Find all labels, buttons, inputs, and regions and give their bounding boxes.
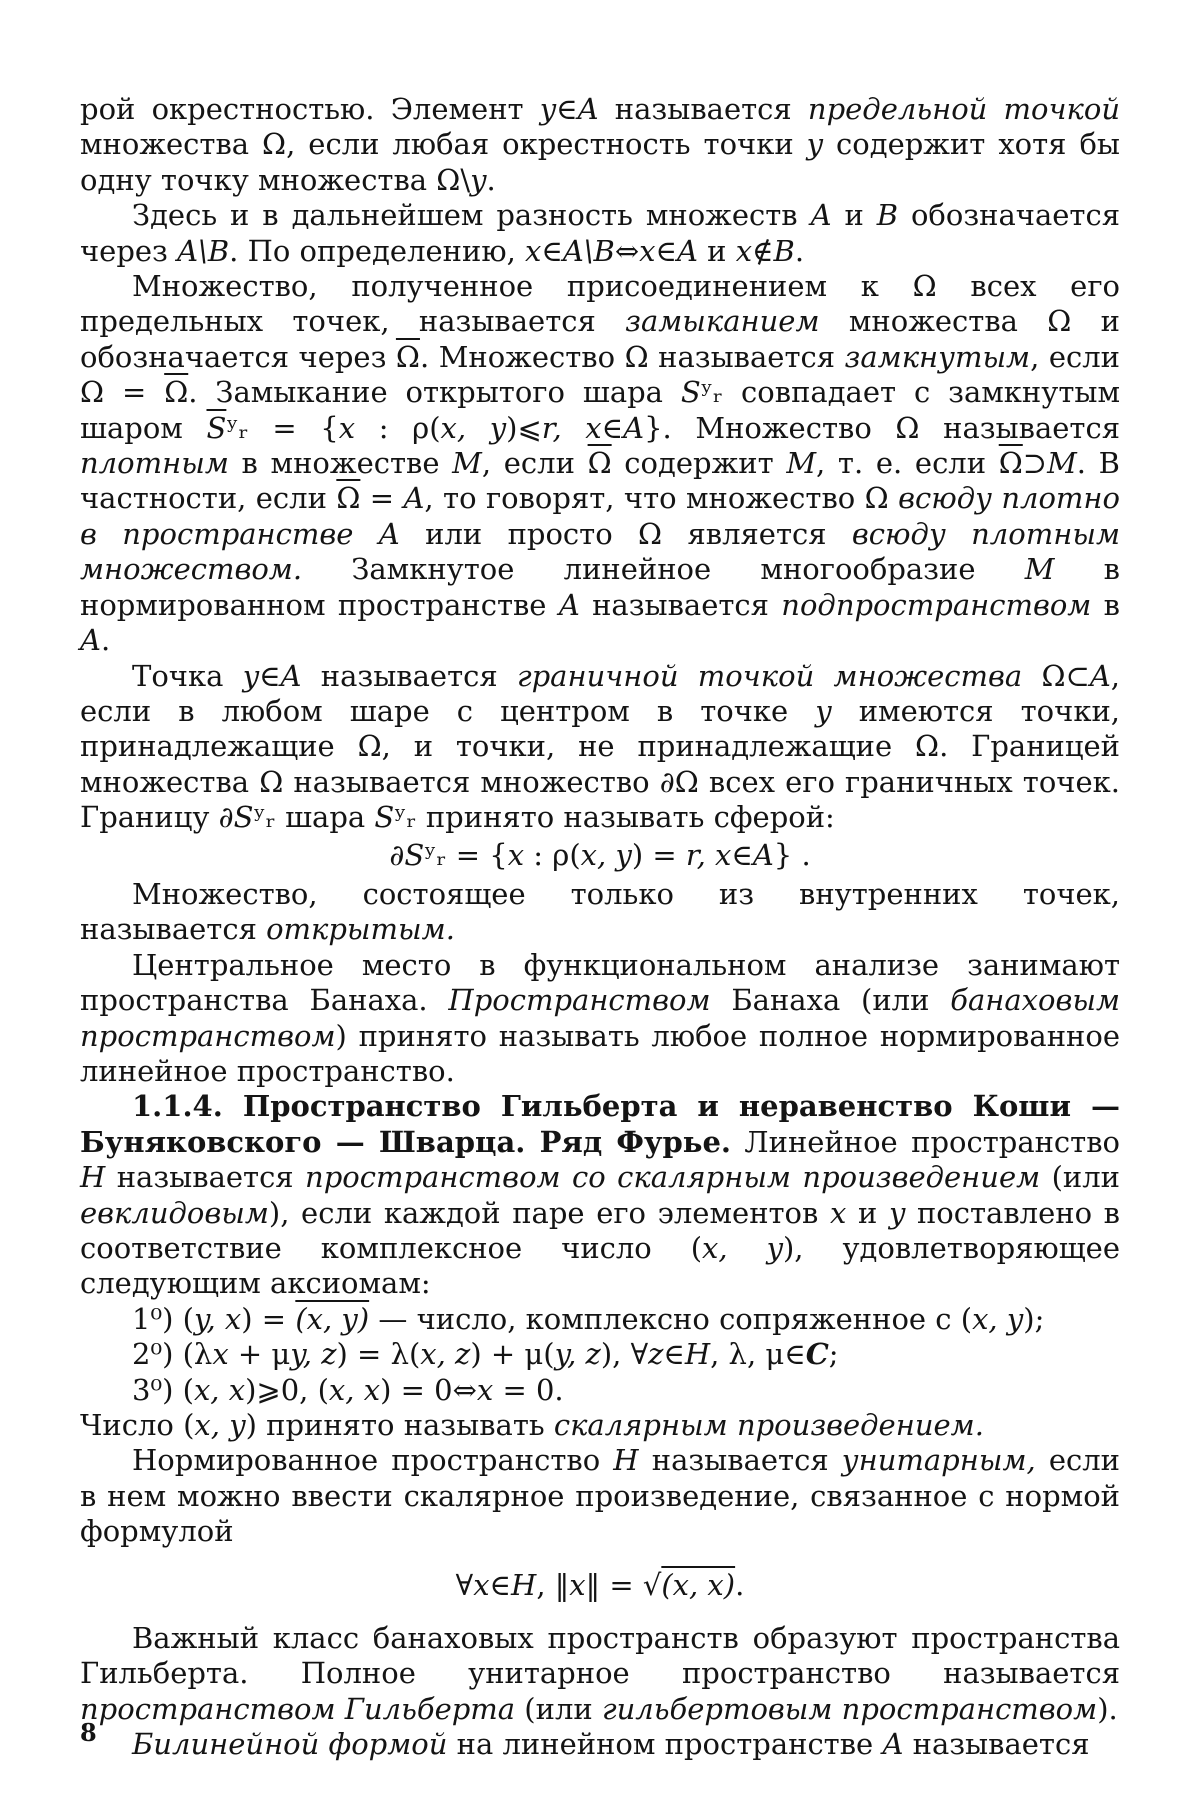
text-run: Ω⊂ — [1022, 658, 1090, 693]
formula — [80, 1568, 1120, 1603]
text-run: : ρ( — [355, 410, 441, 445]
text-run: A — [80, 623, 101, 658]
text-run: ) = — [241, 1301, 296, 1336]
text-run: (x, x) — [661, 1567, 736, 1602]
text-run: y∈A — [539, 92, 599, 126]
text-run: Центральное место в функциональном анализе занимают пространства Банаха. — [80, 947, 1120, 1018]
text-run: x, x — [193, 1372, 246, 1407]
text-run: y∈A — [242, 658, 302, 693]
paragraph — [80, 659, 1120, 836]
text-run: в — [1091, 587, 1120, 622]
text-run: x, x — [328, 1372, 381, 1407]
text-run: . — [735, 1567, 745, 1602]
text-run: и — [831, 198, 877, 233]
text-run: называется — [598, 92, 808, 126]
formula — [80, 838, 1120, 873]
text-run: $\overline{\Omega}$ — [395, 339, 420, 374]
text-run: ) = 0⇔ — [380, 1372, 477, 1407]
text-run: множества Ω, если любая окрестность точки — [80, 127, 807, 162]
text-run: y, x — [193, 1301, 242, 1336]
paragraph — [80, 877, 1120, 948]
text-run: называется — [105, 1160, 306, 1195]
text-run: C — [805, 1337, 829, 1372]
text-run: совпадает с замкнутым шаром — [80, 375, 1121, 445]
text-run: : ρ( — [524, 837, 581, 872]
text-run: ʸᵣ = { — [424, 837, 508, 872]
text-run: z∈H — [648, 1337, 711, 1372]
text-run: евклидовым — [80, 1195, 269, 1230]
text-run: подпространством — [781, 587, 1092, 622]
text-run: M — [452, 446, 482, 481]
text-run: } . — [773, 837, 811, 872]
text-run: Точка — [132, 658, 243, 693]
text-run: , т. е. если — [816, 446, 999, 481]
text-run: называется — [638, 1443, 842, 1478]
text-run: Линейное пространство — [731, 1124, 1121, 1159]
axiom-line — [80, 1302, 1120, 1337]
text-run: ‖ = √ — [585, 1567, 662, 1602]
paragraph — [80, 1089, 1120, 1301]
text-run: }. Множество Ω называется — [644, 410, 1120, 445]
text-run: y, z — [554, 1337, 601, 1372]
text-run: A — [882, 1727, 904, 1762]
text-run: ) = λ( — [336, 1337, 421, 1372]
paragraph — [80, 948, 1120, 1090]
text-run: + μ — [228, 1337, 291, 1372]
text-run: называется — [301, 658, 517, 693]
text-run: плотным — [80, 446, 229, 481]
text-run: ), удовлетворяющее следующим аксиомам: — [80, 1231, 1120, 1301]
text-run: ) принято называть — [245, 1408, 554, 1443]
text-run: банаховым пространством — [80, 983, 1120, 1053]
text-run: Банаха (или — [710, 983, 951, 1018]
text-run: замыканием — [625, 304, 820, 339]
text-run: поставлено в соответствие комплексное число ( — [80, 1195, 1121, 1265]
text-run: y — [888, 1195, 906, 1230]
text-run: , если Ω = — [80, 339, 1120, 410]
text-run: пространством Гильберта — [80, 1691, 516, 1726]
text-run: унитарным, — [841, 1443, 1036, 1478]
text-run: x, y — [194, 1408, 246, 1443]
text-run: x, y — [440, 410, 507, 445]
text-run: 1.1.4. Пространство Гильберта и неравенство Коши — Буняковского — Шварца. Ряд Фурье. — [80, 1089, 1120, 1159]
text-run: ) + μ( — [470, 1337, 555, 1372]
text-run: A — [403, 481, 425, 516]
text-run: Множество, полученное присоединением к Ω всех его предельных точек, называется — [80, 269, 1120, 339]
text-run: )⩾0, ( — [245, 1372, 329, 1407]
text-run: . — [794, 233, 805, 268]
text-run: (x, y) — [295, 1301, 370, 1336]
text-run: содержит хотя бы одну точку множества Ω\ — [80, 127, 1120, 197]
text-run: , λ, μ∈ — [710, 1337, 806, 1372]
text-run: x, z — [420, 1337, 471, 1372]
paragraph — [80, 269, 1120, 658]
text-run: ). — [1097, 1691, 1118, 1726]
text-run: и — [697, 233, 736, 268]
text-run: r, x∈A — [541, 410, 645, 445]
text-run: ), если каждой паре его элементов — [268, 1195, 830, 1230]
text-run: y — [470, 162, 487, 197]
text-run: $\overline{\Omega}$ — [336, 481, 361, 516]
text-run: . По определению, — [229, 233, 526, 268]
paragraph — [80, 198, 1120, 269]
text-run: . — [486, 162, 496, 197]
text-run: Билинейной формой — [132, 1727, 448, 1762]
paragraph — [80, 1727, 1120, 1762]
text-run: рой окрестностью. Элемент — [80, 92, 540, 126]
text-run: x — [569, 1567, 586, 1602]
text-run: x, y — [702, 1231, 783, 1265]
text-run: (или — [515, 1691, 602, 1726]
text-run: A — [810, 198, 832, 233]
text-run: замкнутым — [844, 339, 1031, 374]
text-run: x — [473, 1567, 490, 1602]
page-number: 8 — [80, 1718, 97, 1747]
text-run: x — [829, 1195, 847, 1230]
text-run: 3⁰) ( — [132, 1372, 194, 1407]
text-run: = — [360, 481, 404, 516]
text-run: S — [404, 837, 425, 872]
text-run: x — [338, 410, 356, 445]
text-run: y — [806, 127, 824, 162]
text-run: . Замыкание открытого шара — [188, 375, 681, 410]
text-run: . Множество Ω называется — [419, 339, 845, 374]
text-run: x — [507, 837, 525, 872]
text-run: 2⁰) (λ — [132, 1337, 213, 1372]
text-run: Здесь и в дальнейшем разность множеств — [132, 198, 811, 233]
text-run: A — [1089, 658, 1111, 693]
text-run: ; — [828, 1337, 839, 1372]
text-run: ʸᵣ шара — [253, 800, 375, 835]
text-run: M — [1047, 446, 1077, 481]
text-run: ), ∀ — [600, 1337, 649, 1372]
text-run: обозначается через — [80, 198, 1120, 268]
text-run: ) = — [631, 837, 686, 872]
text-run: ) принято называть любое полное нормированное линейное пространство. — [80, 1018, 1120, 1088]
text-run: , то говорят, что множество Ω — [424, 481, 899, 516]
text-run: всюду плотно в пространстве A — [80, 481, 1120, 551]
text-run: ∈ — [489, 1567, 512, 1602]
text-run: всюду плотным множеством. — [80, 516, 1120, 587]
text-run: ʸᵣ — [700, 375, 724, 410]
text-run: ʸᵣ = { — [226, 410, 339, 445]
text-run: Важный класс банаховых пространств образуют пространства Гильберта. Полное унитарное пространство называется — [80, 1621, 1120, 1691]
paragraph — [80, 1443, 1120, 1549]
text-run: в нормированном пространстве — [80, 552, 1121, 622]
text-run: в множестве — [228, 446, 453, 481]
text-run: Пространством — [448, 983, 711, 1018]
text-run: ∂ — [389, 837, 405, 872]
text-run: Множество, состоящее только из внутренних точек, называется — [80, 876, 1120, 947]
text-run: x — [212, 1337, 229, 1372]
text-run: x∉B — [735, 233, 795, 268]
text-run: гильбертовым пространством — [601, 1691, 1098, 1726]
text-run: . — [100, 623, 111, 658]
text-run: y — [815, 693, 832, 728]
text-run: A\B — [177, 233, 230, 268]
text-run: H — [80, 1160, 106, 1195]
axiom-line — [80, 1337, 1120, 1372]
text-run: открытым. — [266, 912, 455, 947]
text-run: имеются точки, принадлежащие Ω, и точки, не принадлежащие Ω. Границей множества Ω называется множество ∂Ω всех его граничных точек. Границу ∂ — [80, 693, 1120, 835]
text-run: ʸᵣ принято называть сферой: — [394, 800, 835, 835]
text-run: Нормированное пространство — [132, 1443, 614, 1478]
text-run: B — [876, 198, 899, 233]
text-run: x — [476, 1372, 494, 1407]
text-run: (или — [1040, 1160, 1120, 1195]
page-body — [80, 92, 1120, 1763]
paragraph — [80, 1621, 1120, 1727]
paragraph — [80, 1408, 1120, 1443]
text-run: x, y — [972, 1301, 1024, 1336]
text-run: M — [1024, 552, 1055, 587]
axiom-line — [80, 1373, 1120, 1408]
text-run: x, y — [580, 837, 632, 872]
text-run: H — [613, 1443, 639, 1478]
text-run: r, x∈A — [685, 837, 774, 872]
text-run: S — [374, 800, 395, 835]
text-run: M — [786, 446, 817, 481]
text-run: y, z — [290, 1337, 337, 1372]
text-run: граничной точкой множества — [516, 658, 1023, 693]
text-run: , если — [481, 446, 588, 481]
text-run: Замкнутое линейное многообразие — [302, 552, 1025, 587]
text-run: называется — [903, 1727, 1090, 1762]
text-run: $\overline{\Omega}$ — [164, 375, 189, 410]
text-run: A — [558, 587, 580, 622]
text-run: $\overline{S}$ — [206, 410, 227, 445]
text-run: пространством со скалярным произведением — [305, 1160, 1041, 1195]
text-run: $\overline{\Omega}$ — [587, 446, 612, 481]
text-run: если в нем можно ввести скалярное произведение, связанное с нормой формулой — [80, 1443, 1121, 1549]
text-run: или просто Ω является — [399, 516, 852, 551]
paragraph — [80, 92, 1120, 198]
text-run: . В частности, если — [80, 446, 1120, 516]
text-run: ⊃ — [1022, 446, 1048, 481]
text-run: S — [680, 375, 701, 410]
text-run: , если в любом шаре с центром в точке — [80, 658, 1121, 728]
text-run: H — [511, 1567, 537, 1602]
text-run: x∈A\B⇔x∈A — [525, 233, 698, 268]
text-run: называется — [579, 587, 782, 622]
text-run: содержит — [611, 446, 787, 481]
text-run: ∀ — [455, 1567, 474, 1602]
text-run: предельной точкой — [807, 92, 1121, 126]
text-run: и — [846, 1195, 889, 1230]
text-run: Число ( — [80, 1408, 195, 1443]
text-run: 1⁰) ( — [132, 1301, 194, 1336]
text-run: , ‖ — [536, 1567, 570, 1602]
text-run: = 0. — [493, 1372, 564, 1407]
text-run: )⩽ — [506, 410, 542, 445]
text-run: S — [233, 800, 254, 835]
text-run: на линейном пространстве — [447, 1727, 883, 1762]
text-run: множества Ω и обозначается через — [80, 304, 1120, 374]
text-run: ); — [1023, 1301, 1045, 1336]
text-run: скалярным произведением. — [553, 1408, 984, 1443]
text-run: — число, комплексно сопряженное с ( — [369, 1301, 973, 1336]
text-run: $\overline{\Omega}$ — [998, 446, 1023, 481]
